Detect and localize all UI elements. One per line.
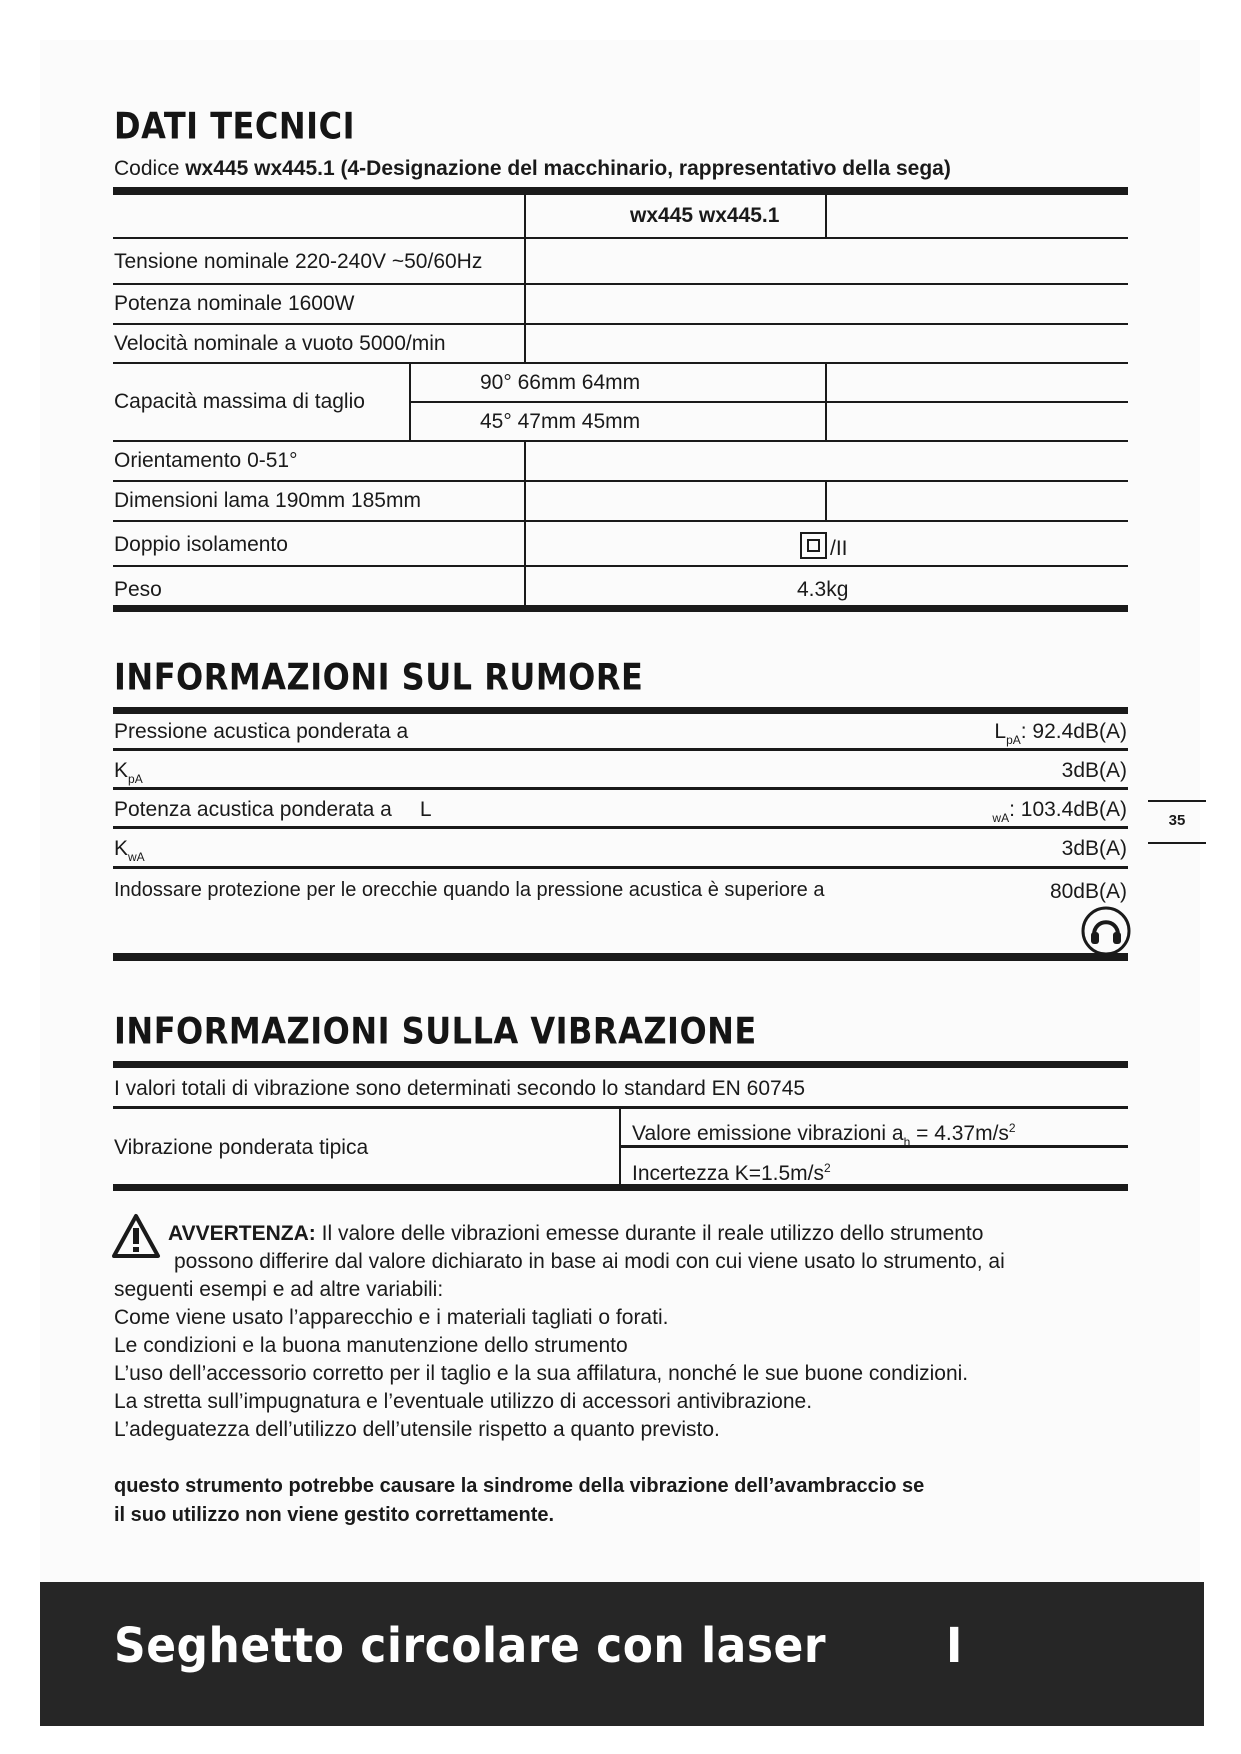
vibration-uncertainty: [632, 1156, 831, 1186]
vibration-bottom-rule: [113, 1184, 1128, 1191]
table-vrule: [825, 480, 827, 521]
warning-bold-line-2: il suo utilizzo non viene gestito correttamente.: [114, 1504, 555, 1526]
page-tab-rule: [1148, 842, 1206, 844]
table-rule: [113, 362, 1128, 364]
spec-weight-value: 4.3kg: [797, 578, 849, 601]
vibration-emission-text: Valore emissione vibrazioni a: [632, 1122, 904, 1145]
noise-power-symbol: L: [419, 798, 432, 821]
table-vrule: [825, 362, 827, 442]
table-rule: [410, 401, 1128, 403]
footer-language-code: I: [946, 1618, 963, 1675]
noise-protection-text: Indossare protezione per le orecchie quando la pressione acustica è superiore a: [114, 879, 825, 901]
noise-kwa-subscript: wA: [128, 850, 145, 864]
footer-band: [40, 1582, 1204, 1726]
warning-line-1-text: Il valore delle vibrazioni emesse durante il reale utilizzo dello strumento: [315, 1222, 984, 1245]
warning-item: L’uso dell’accessorio corretto per il taglio e la sua affilatura, nonché le sue buone condizioni.: [114, 1362, 969, 1385]
noise-pressure-label: Pressione acustica ponderata a: [114, 720, 409, 743]
warning-icon: [111, 1213, 161, 1259]
noise-pressure-value: [994, 720, 1127, 752]
warning-line-2: possono differire dal valore dichiarato in base ai modi con cui viene usato lo strumento, ai: [174, 1250, 1005, 1273]
vibration-emission-subscript: h: [903, 1135, 911, 1149]
double-insulation-icon: [800, 532, 827, 559]
footer-title: Seghetto circolare con laser: [114, 1618, 827, 1675]
noise-kwa-symbol: K: [114, 837, 129, 860]
warning-item: Come viene usato l’apparecchio e i materiali tagliati o forati.: [114, 1306, 669, 1329]
noise-title: INFORMAZIONI SUL RUMORE: [114, 655, 644, 699]
spec-insulation-label: Doppio isolamento: [114, 533, 288, 556]
table-rule: [113, 565, 1128, 567]
vibration-top-rule: [113, 1061, 1128, 1068]
noise-power-subscript: wA: [992, 811, 1010, 825]
warning-label: AVVERTENZA:: [168, 1222, 316, 1245]
spec-speed: Velocità nominale a vuoto 5000/min: [114, 332, 446, 355]
table-rule: [113, 520, 1128, 522]
vibration-emission: [632, 1116, 1016, 1154]
spec-capacity-45: 45° 47mm 45mm: [480, 410, 641, 433]
table-rule: [113, 283, 1128, 285]
table-rule: [113, 237, 1128, 239]
noise-kpa-label: [114, 759, 143, 791]
noise-power-number: : 103.4dB(A): [1009, 798, 1127, 821]
noise-kpa-subscript: pA: [128, 772, 143, 786]
noise-kpa-symbol: K: [114, 759, 129, 782]
noise-top-rule: [113, 707, 1128, 714]
ear-protection-icon: [1081, 906, 1131, 956]
noise-rule: [113, 866, 1128, 869]
warning-line-3: seguenti esempi e ad altre variabili:: [114, 1278, 444, 1301]
vibration-emission-value: = 4.37m/s: [910, 1122, 1009, 1145]
noise-kwa-label: [114, 837, 145, 869]
vibration-typical-label: Vibrazione ponderata tipica: [114, 1136, 369, 1159]
table-vrule: [524, 195, 526, 363]
vibration-vrule: [619, 1108, 621, 1188]
spec-weight-label: Peso: [114, 578, 162, 601]
noise-power-value: [992, 798, 1127, 830]
warning-item: L’adeguatezza dell’utilizzo dell’utensile rispetto a quanto previsto.: [114, 1418, 720, 1441]
noise-power-label: [114, 798, 432, 822]
noise-rule: [113, 826, 1128, 829]
vibration-title: INFORMAZIONI SULLA VIBRAZIONE: [114, 1009, 757, 1053]
noise-rule: [113, 787, 1128, 790]
spec-blade: Dimensioni lama 190mm 185mm: [114, 489, 421, 512]
table-rule: [113, 440, 1128, 442]
noise-protection-value: 80dB(A): [1049, 880, 1127, 903]
spec-voltage: Tensione nominale 220-240V ~50/60Hz: [114, 250, 483, 273]
table-top-rule: [113, 187, 1128, 195]
table-rule: [113, 323, 1128, 325]
spec-capacity-label: Capacità massima di taglio: [114, 390, 365, 413]
vibration-uncertainty-text: Incertezza K=1.5m/s: [632, 1162, 825, 1185]
vibration-standard: I valori totali di vibrazione sono determinati secondo lo standard EN 60745: [114, 1077, 806, 1100]
specs-title: DATI TECNICI: [114, 104, 355, 148]
spec-insulation-value: /II: [830, 537, 848, 560]
table-vrule: [409, 362, 411, 442]
warning-bold-line-1: questo strumento potrebbe causare la sindrome della vibrazione dell’avambraccio se: [114, 1475, 925, 1497]
noise-bottom-rule: [113, 953, 1128, 961]
page-number: 35: [1168, 812, 1186, 829]
table-rule: [113, 480, 1128, 482]
spec-capacity-90: 90° 66mm 64mm: [480, 371, 641, 394]
table-vrule: [524, 440, 526, 606]
noise-pressure-number: : 92.4dB(A): [1020, 720, 1127, 743]
warning-line-1: [168, 1222, 983, 1246]
spec-bevel: Orientamento 0-51°: [114, 449, 298, 472]
model-header: wx445 wx445.1: [630, 204, 780, 227]
vibration-emission-superscript: 2: [1008, 1121, 1016, 1135]
page-tab-rule: [1148, 800, 1206, 802]
warning-item: Le condizioni e la buona manutenzione dello strumento: [114, 1334, 628, 1357]
vibration-uncertainty-superscript: 2: [824, 1161, 831, 1175]
code-line: [114, 157, 951, 181]
code-description: wx445 wx445.1 (4-Designazione del macchinario, rappresentativo della sega): [185, 157, 951, 180]
noise-kpa-value: 3dB(A): [1061, 759, 1127, 782]
noise-rule: [113, 748, 1128, 751]
table-vrule: [825, 195, 827, 238]
table-bottom-rule: [113, 605, 1128, 612]
spec-power: Potenza nominale 1600W: [114, 292, 355, 315]
noise-pressure-subscript: pA: [1006, 733, 1021, 747]
code-prefix: Codice: [114, 157, 180, 180]
noise-power-text: Potenza acustica ponderata a: [114, 798, 392, 821]
noise-kwa-value: 3dB(A): [1061, 837, 1127, 860]
warning-item: La stretta sull’impugnatura e l’eventuale utilizzo di accessori antivibrazione.: [114, 1390, 813, 1413]
noise-pressure-symbol: L: [994, 720, 1007, 743]
